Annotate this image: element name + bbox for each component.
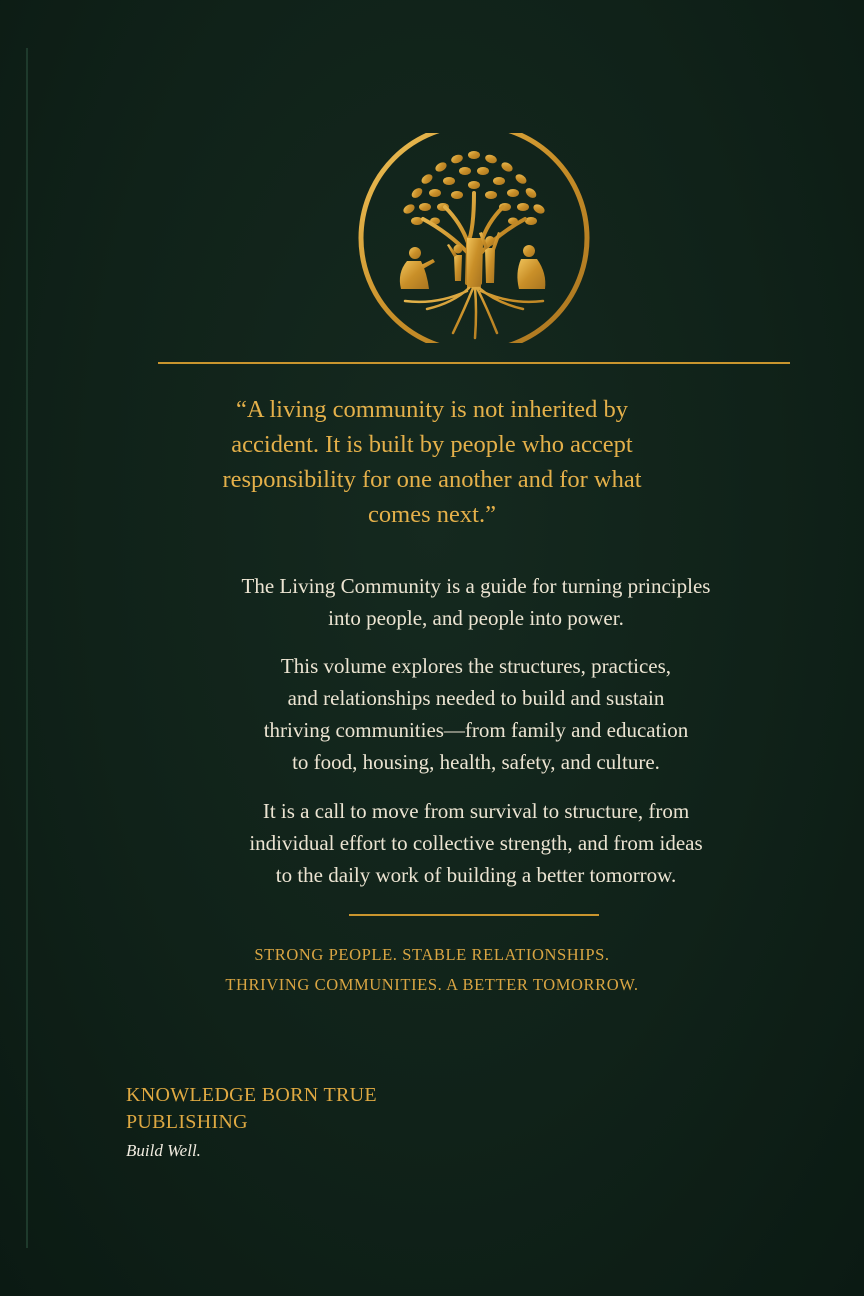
description-paragraph-2 [160,650,792,778]
pull-quote-line: accident. It is built by people who accept [231,431,633,458]
description-paragraph-1 [160,570,792,634]
paragraph-line: individual effort to collective strength, and from ideas [249,831,703,855]
paragraph-line: into people, and people into power. [328,606,624,630]
paragraph-line: This volume explores the structures, practices, [280,654,672,678]
tagline-line: STRONG PEOPLE. STABLE RELATIONSHIPS. [254,945,610,964]
middle-divider-rule [349,914,599,916]
pull-quote-line: comes next.” [368,501,496,528]
paragraph-line: thriving communities—from family and education [263,718,689,742]
paragraph-line: to food, housing, health, safety, and culture. [292,750,660,774]
pull-quote-line: “A living community is not inherited by [236,396,628,423]
top-divider-rule [158,362,790,364]
publisher-name-line: PUBLISHING [126,1111,248,1133]
description-paragraph-3 [160,795,792,891]
paragraph-line: It is a call to move from survival to structure, from [262,799,690,823]
tagline [150,940,714,1000]
publisher-name-line: KNOWLEDGE BORN TRUE [126,1084,377,1106]
tagline-line: THRIVING COMMUNITIES. A BETTER TOMORROW. [225,975,639,994]
pull-quote [150,392,714,532]
paragraph-line: The Living Community is a guide for turning principles [241,574,711,598]
paragraph-line: to the daily work of building a better tomorrow. [275,863,677,887]
tree-of-life-icon [357,133,591,343]
spine-edge-line [26,48,28,1248]
publisher-motto: Build Well. [126,1141,201,1160]
pull-quote-line: responsibility for one another and for what [222,466,642,493]
paragraph-line: and relationships needed to build and sustain [287,686,665,710]
publisher-name [126,1082,377,1136]
